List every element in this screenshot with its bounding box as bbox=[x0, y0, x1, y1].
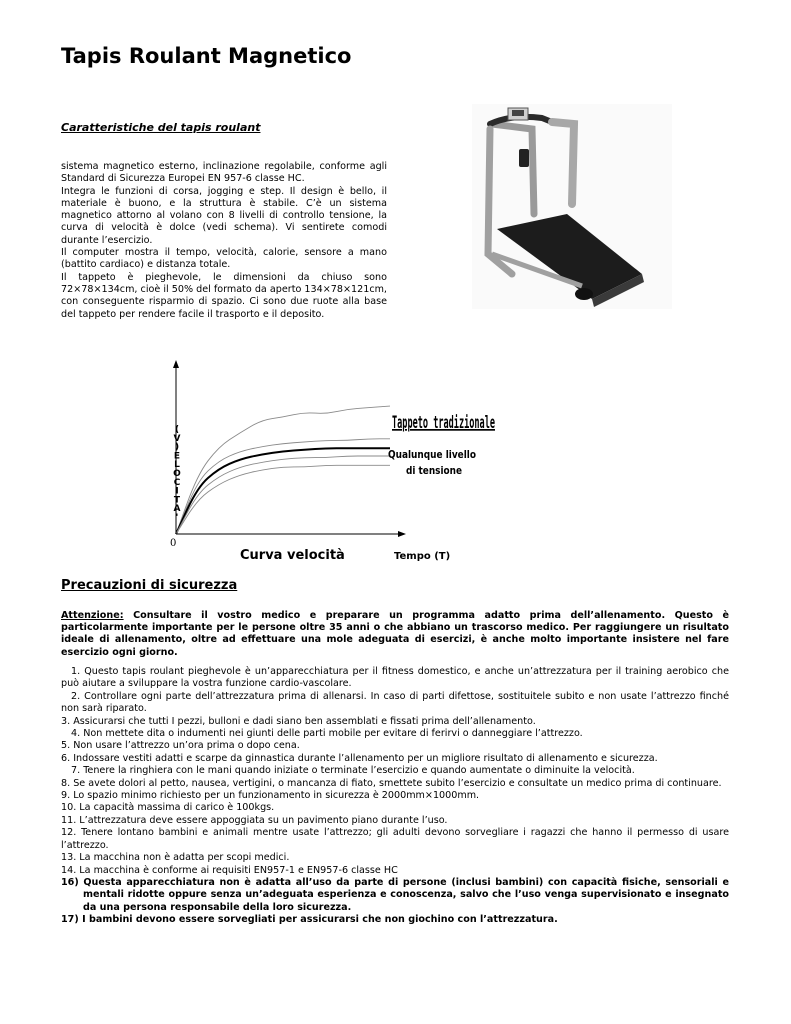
safety-heading: Precauzioni di sicurezza bbox=[61, 578, 238, 593]
chart-annotation-tension: di tensione bbox=[406, 464, 462, 477]
page-title: Tapis Roulant Magnetico bbox=[61, 44, 352, 68]
chart-ylabel: ( V ) E L O C I T A ' bbox=[173, 425, 181, 523]
x-axis-arrow bbox=[398, 531, 406, 537]
chart-origin-label: 0 bbox=[170, 538, 177, 549]
features-text bbox=[61, 161, 387, 321]
chart-title: Curva velocità bbox=[240, 548, 345, 563]
features-paragraph: Il computer mostra il tempo, velocità, calorie, sensore a mano (battito cardiaco) e distanza totale. bbox=[61, 247, 387, 271]
chart-annotation-main: Tappeto tradizionale bbox=[392, 413, 495, 433]
chart-annotation-level: Qualunque livello bbox=[388, 448, 477, 461]
list-item: 8. Se avete dolori al petto, nausea, vertigini, o mancanza di fiato, smettete subito l’esercizio e consultate un medico prima di continuare. bbox=[61, 777, 722, 789]
chart-xlabel: Tempo (T) bbox=[394, 551, 451, 562]
list-item: 7. Tenere la ringhiera con le mani quando iniziate o terminate l’esercizio e quando aumentate o diminuite la velocità. bbox=[71, 765, 635, 777]
list-item: 10. La capacità massima di carico è 100kgs. bbox=[61, 802, 275, 814]
chart-series-line bbox=[176, 465, 390, 534]
chart-curves bbox=[176, 406, 390, 534]
list-item: 5. Non usare l’attrezzo un’ora prima o dopo cena. bbox=[61, 740, 300, 752]
list-item: 3. Assicurarsi che tutti I pezzi, bulloni e dadi siano ben assemblati e fissati prima dell’allenamento. bbox=[61, 715, 536, 727]
list-item: 1. Questo tapis roulant pieghevole è un’apparecchiatura per il fitness domestico, e anche un’attrezzatura per il training aerobico che può aiutare a sviluppare la vostra funzione cardio-vascolare. bbox=[61, 666, 729, 690]
attention-label: Attenzione: bbox=[61, 610, 124, 621]
speed-curve-chart bbox=[160, 358, 520, 568]
attention-note bbox=[61, 610, 729, 659]
list-item: 16) Questa apparecchiatura non è adatta all’uso da parte di persone (inclusi bambini) con capacità fisiche, sensoriali e mentali ridotte oppure senza un’adeguata esperienza e conoscenza, salvo che l’uso venga supervisionato e insegnato da una persona responsabile della loro sicurezza. bbox=[61, 876, 729, 913]
list-item: 14. La macchina è conforme ai requisiti EN957-1 e EN957-6 classe HC bbox=[61, 864, 398, 876]
list-item: 12. Tenere lontano bambini e animali mentre usate l’attrezzo; gli adulti devono sorvegliare i ragazzi che hanno il permesso di usare l’attrezzo. bbox=[61, 827, 729, 851]
y-axis-arrow bbox=[173, 360, 179, 368]
safety-list bbox=[61, 660, 729, 927]
list-item: 13. La macchina non è adatta per scopi medici. bbox=[61, 852, 290, 864]
list-item: 9. Lo spazio minimo richiesto per un funzionamento in sicurezza è 2000mm×1000mm. bbox=[61, 790, 480, 802]
features-heading: Caratteristiche del tapis roulant bbox=[61, 121, 261, 134]
features-paragraph: Integra le funzioni di corsa, jogging e step. Il design è bello, il materiale è buono, e la struttura è stabile. C’è un sistema magnetico attorno al volano con 8 livelli di controllo tensione, la curva di velocità è dolce (vedi schema). Vi sentirete comodi durante l’esercizio. bbox=[61, 185, 387, 246]
chart-series-line bbox=[176, 439, 390, 534]
list-item: 2. Controllare ogni parte dell’attrezzatura prima di allenarsi. In caso di parti difettose, sostituitele subito e non usate l’attrezzo finché non sarà riparato. bbox=[61, 690, 729, 715]
list-item: 11. L’attrezzatura deve essere appoggiata su un pavimento piano durante l’uso. bbox=[61, 814, 448, 826]
attention-text: Consultare il vostro medico e preparare un programma adatto prima dell’allenamento. Questo è particolarmente importante per le persone oltre 35 anni o che abbiano un trascorso medico. Per raggiungere un risultato ideale di allenamento, oltre ad effettuare una mole adeguata di esercizi, è anche molto importante insistere nel fare esercizio ogni giorno. bbox=[61, 610, 729, 658]
list-item: 17) I bambini devono essere sorvegliati per assicurarsi che non giochino con l’attrezzatura. bbox=[61, 914, 558, 926]
features-paragraph: Il tappeto è pieghevole, le dimensioni da chiuso sono 72×78×134cm, cioè il 50% del formato da aperto 134×78×121cm, con conseguente risparmio di spazio. Ci sono due ruote alla base del tappeto per rendere facile il trasporto e il deposito. bbox=[61, 271, 387, 320]
treadmill-image bbox=[472, 104, 672, 309]
chart-series-line bbox=[176, 406, 390, 534]
list-item: 6. Indossare vestiti adatti e scarpe da ginnastica durante l’allenamento per un migliore risultato di allenamento e sicurezza. bbox=[61, 752, 658, 764]
features-paragraph: sistema magnetico esterno, inclinazione regolabile, conforme agli Standard di Sicurezza Europei EN 957-6 classe HC. bbox=[61, 161, 387, 185]
list-item: 4. Non mettete dita o indumenti nei giunti delle parti mobile per evitare di ferirvi o danneggiare l’attrezzo. bbox=[71, 728, 583, 740]
